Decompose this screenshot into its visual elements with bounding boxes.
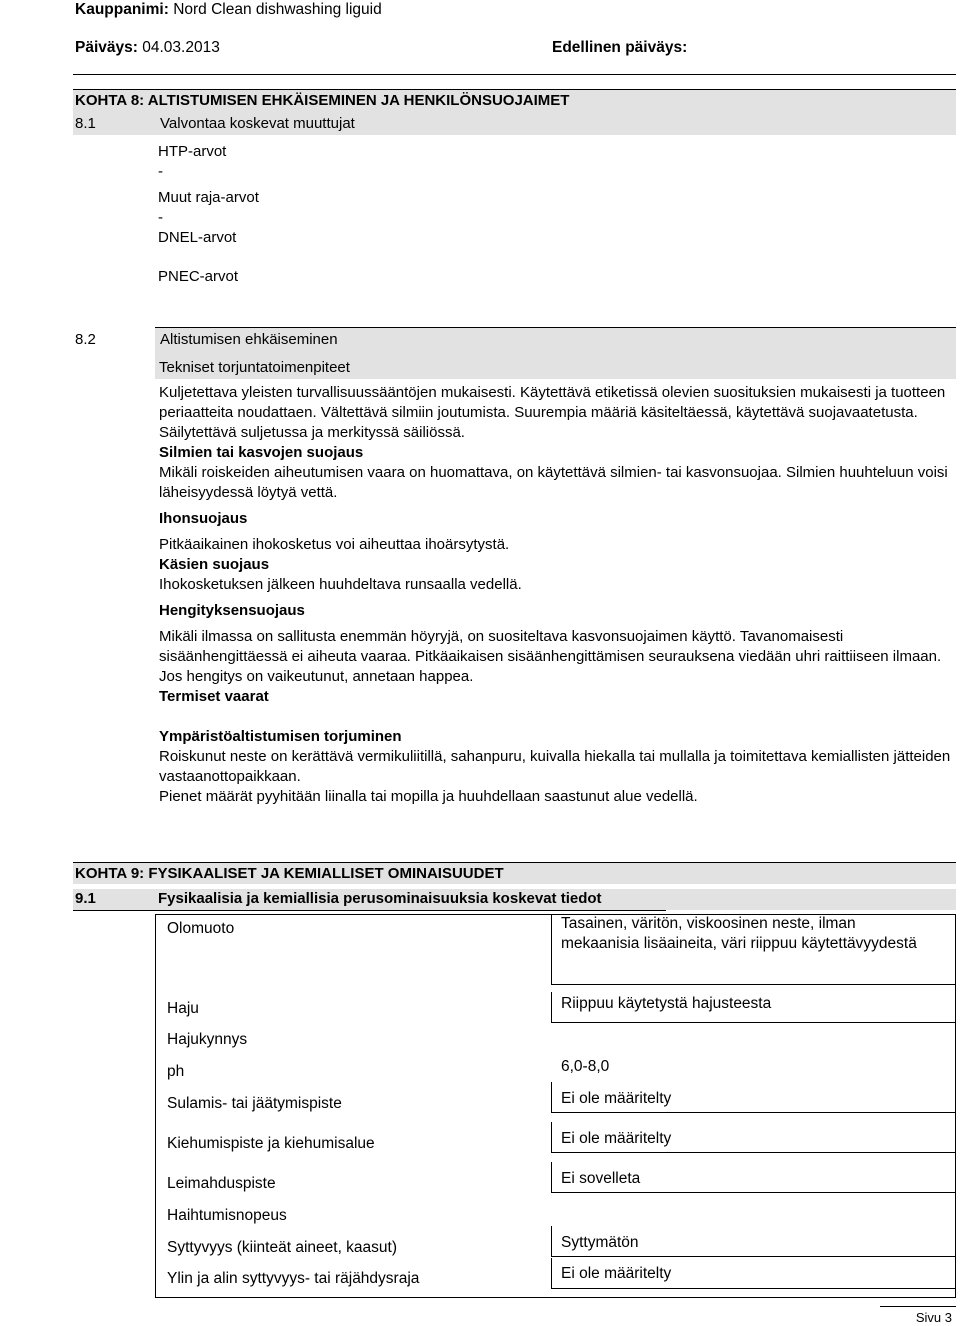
props-divider-2 bbox=[551, 992, 552, 1022]
eye-protection-text: Mikäli roiskeiden aiheutumisen vaara on huomattava, on käytettävä silmien- tai kasvonsuojaa. Silmien huuhteluun voisi läheisyydessä löytyä vettä. bbox=[159, 464, 948, 501]
prop-label-flammability: Syttyvyys (kiinteät aineet, kaasut) bbox=[167, 1239, 398, 1256]
section8-bar bbox=[73, 89, 956, 135]
prop-label-boiling-point: Kiehumispiste ja kiehumisalue bbox=[167, 1135, 375, 1152]
props-divider-h7 bbox=[551, 1288, 956, 1289]
footer-rule bbox=[880, 1306, 956, 1307]
sub91-num: 9.1 bbox=[75, 890, 96, 907]
sub82-num-text: 8.2 bbox=[75, 331, 96, 348]
props-divider-5 bbox=[551, 1162, 552, 1192]
props-divider-3 bbox=[551, 1082, 552, 1112]
props-divider-7 bbox=[551, 1258, 552, 1288]
product-name: Nord Clean dishwashing liguid bbox=[173, 1, 382, 18]
prop-value-appearance: Tasainen, väritön, viskoosinen neste, ilman mekaanisia lisäaineita, väri riippuu käytettävyydestä bbox=[561, 915, 917, 952]
props-divider-4 bbox=[551, 1122, 552, 1152]
respiratory-protection-title: Hengityksensuojaus bbox=[159, 602, 305, 619]
sub91-underline bbox=[73, 910, 666, 911]
header-date bbox=[75, 39, 220, 57]
tech-measures-title: Tekniset torjuntatoimenpiteet bbox=[155, 356, 956, 379]
props-divider-6 bbox=[551, 1226, 552, 1256]
sub82-header-overlay bbox=[75, 331, 475, 351]
env-exposure-text-2: Pienet määrät pyyhitään liinalla tai mopilla ja huuhdellaan saastunut alue vedellä. bbox=[159, 788, 698, 805]
props-divider-h2 bbox=[551, 1022, 956, 1023]
htp-label: HTP-arvot bbox=[158, 143, 227, 160]
prop-label-melting-point: Sulamis- tai jäätymispiste bbox=[167, 1095, 342, 1112]
prop-value-flash-point: Ei sovelleta bbox=[561, 1170, 641, 1187]
other-limits-label: Muut raja-arvot bbox=[158, 189, 259, 206]
thermal-hazards-title: Termiset vaarat bbox=[159, 688, 269, 705]
date-value: 04.03.2013 bbox=[142, 39, 220, 56]
sub81-num: 8.1 bbox=[75, 115, 96, 132]
prop-label-odour: Haju bbox=[167, 1000, 199, 1017]
section8-title: KOHTA 8: ALTISTUMISEN EHKÄISEMINEN JA HENKILÖNSUOJAIMET bbox=[75, 92, 570, 109]
sub91-title: Fysikaalisia ja kemiallisia perusominaisuuksia koskevat tiedot bbox=[158, 890, 602, 907]
hand-protection-title: Käsien suojaus bbox=[159, 556, 270, 573]
prop-label-flash-point: Leimahduspiste bbox=[167, 1175, 276, 1192]
props-divider-h6 bbox=[551, 1256, 956, 1257]
sub91-bar bbox=[73, 889, 956, 910]
sub82-body bbox=[159, 383, 951, 807]
dnel-label: DNEL-arvot bbox=[158, 229, 237, 246]
skin-protection-title: Ihonsuojaus bbox=[159, 510, 248, 527]
prop-value-odour: Riippuu käytetystä hajusteesta bbox=[561, 995, 772, 1012]
header-product bbox=[75, 1, 382, 19]
prop-value-melting-point: Ei ole määritelty bbox=[561, 1090, 672, 1107]
eye-protection-title: Silmien tai kasvojen suojaus bbox=[159, 444, 364, 461]
skin-protection-text: Pitkäaikainen ihokosketus voi aiheuttaa ihoärsytystä. bbox=[159, 536, 510, 553]
product-label: Kauppanimi: bbox=[75, 1, 169, 18]
respiratory-protection-text: Mikäli ilmassa on sallitusta enemmän höyryjä, on suositeltava kasvonsuojaimen käyttö. Tavanomaisesti sisäänhengittäessä ei aiheuta vaaraa. Pitkäaikaisen sisäänhengittämisen seurauksena viedään uhri raittiiseen ilmaan. Jos hengitys on vaikeutunut, annetaan happea. bbox=[159, 628, 942, 685]
htp-dash: - bbox=[158, 163, 163, 180]
prev-date-label: Edellinen päiväys: bbox=[552, 39, 688, 56]
hand-protection-text: Ihokosketuksen jälkeen huuhdeltava runsaalla vedellä. bbox=[159, 576, 522, 593]
props-divider-h1 bbox=[551, 984, 956, 985]
prop-label-ph: ph bbox=[167, 1063, 185, 1080]
header-divider bbox=[73, 74, 956, 75]
prop-value-flammability: Syttymätön bbox=[561, 1234, 639, 1251]
section9-title: KOHTA 9: FYSIKAALISET JA KEMIALLISET OMINAISUUDET bbox=[75, 865, 504, 882]
prop-label-appearance: Olomuoto bbox=[167, 920, 235, 937]
props-divider-h3 bbox=[551, 1112, 956, 1113]
pnec-label: PNEC-arvot bbox=[158, 268, 239, 285]
section9-bar bbox=[73, 862, 956, 884]
prop-value-ph: 6,0-8,0 bbox=[561, 1058, 610, 1075]
prop-label-evaporation-rate: Haihtumisnopeus bbox=[167, 1207, 287, 1224]
sub81-title: Valvontaa koskevat muuttujat bbox=[160, 115, 355, 132]
props-divider-h4 bbox=[551, 1152, 956, 1153]
prop-label-explosive-limits: Ylin ja alin syttyvyys- tai räjähdysraja bbox=[167, 1270, 420, 1287]
page-number: Sivu 3 bbox=[915, 1310, 952, 1325]
sub82-title-text: Altistumisen ehkäiseminen bbox=[160, 331, 338, 348]
date-label: Päiväys: bbox=[75, 39, 138, 56]
props-divider-top bbox=[551, 914, 552, 984]
prop-value-boiling-point: Ei ole määritelty bbox=[561, 1130, 672, 1147]
env-exposure-text-1: Roiskunut neste on kerättävä vermikuliitillä, sahanpuru, kuivalla hiekalla tai mullalla ja toimitettava kemiallisten jätteiden vastaanottopaikkaan. bbox=[159, 748, 951, 785]
other-limits-dash: - bbox=[158, 209, 163, 226]
prop-label-odour-threshold: Hajukynnys bbox=[167, 1031, 248, 1048]
props-divider-h5 bbox=[551, 1192, 956, 1193]
tech-measures-text: Kuljetettava yleisten turvallisuussääntöjen mukaisesti. Käytettävä etiketissä olevien suosituksien mukaisesti ja tuotteen periaatteita noudattaen. Vältettävä silmiin joutumista. Suurempia määriä käsiteltäessä, käytettävä suojavaatetusta. Säilytettävä suljetussa ja merkityssä säiliössä. bbox=[159, 384, 946, 441]
env-exposure-title: Ympäristöaltistumisen torjuminen bbox=[159, 728, 402, 745]
prop-value-explosive-limits: Ei ole määritelty bbox=[561, 1265, 672, 1282]
